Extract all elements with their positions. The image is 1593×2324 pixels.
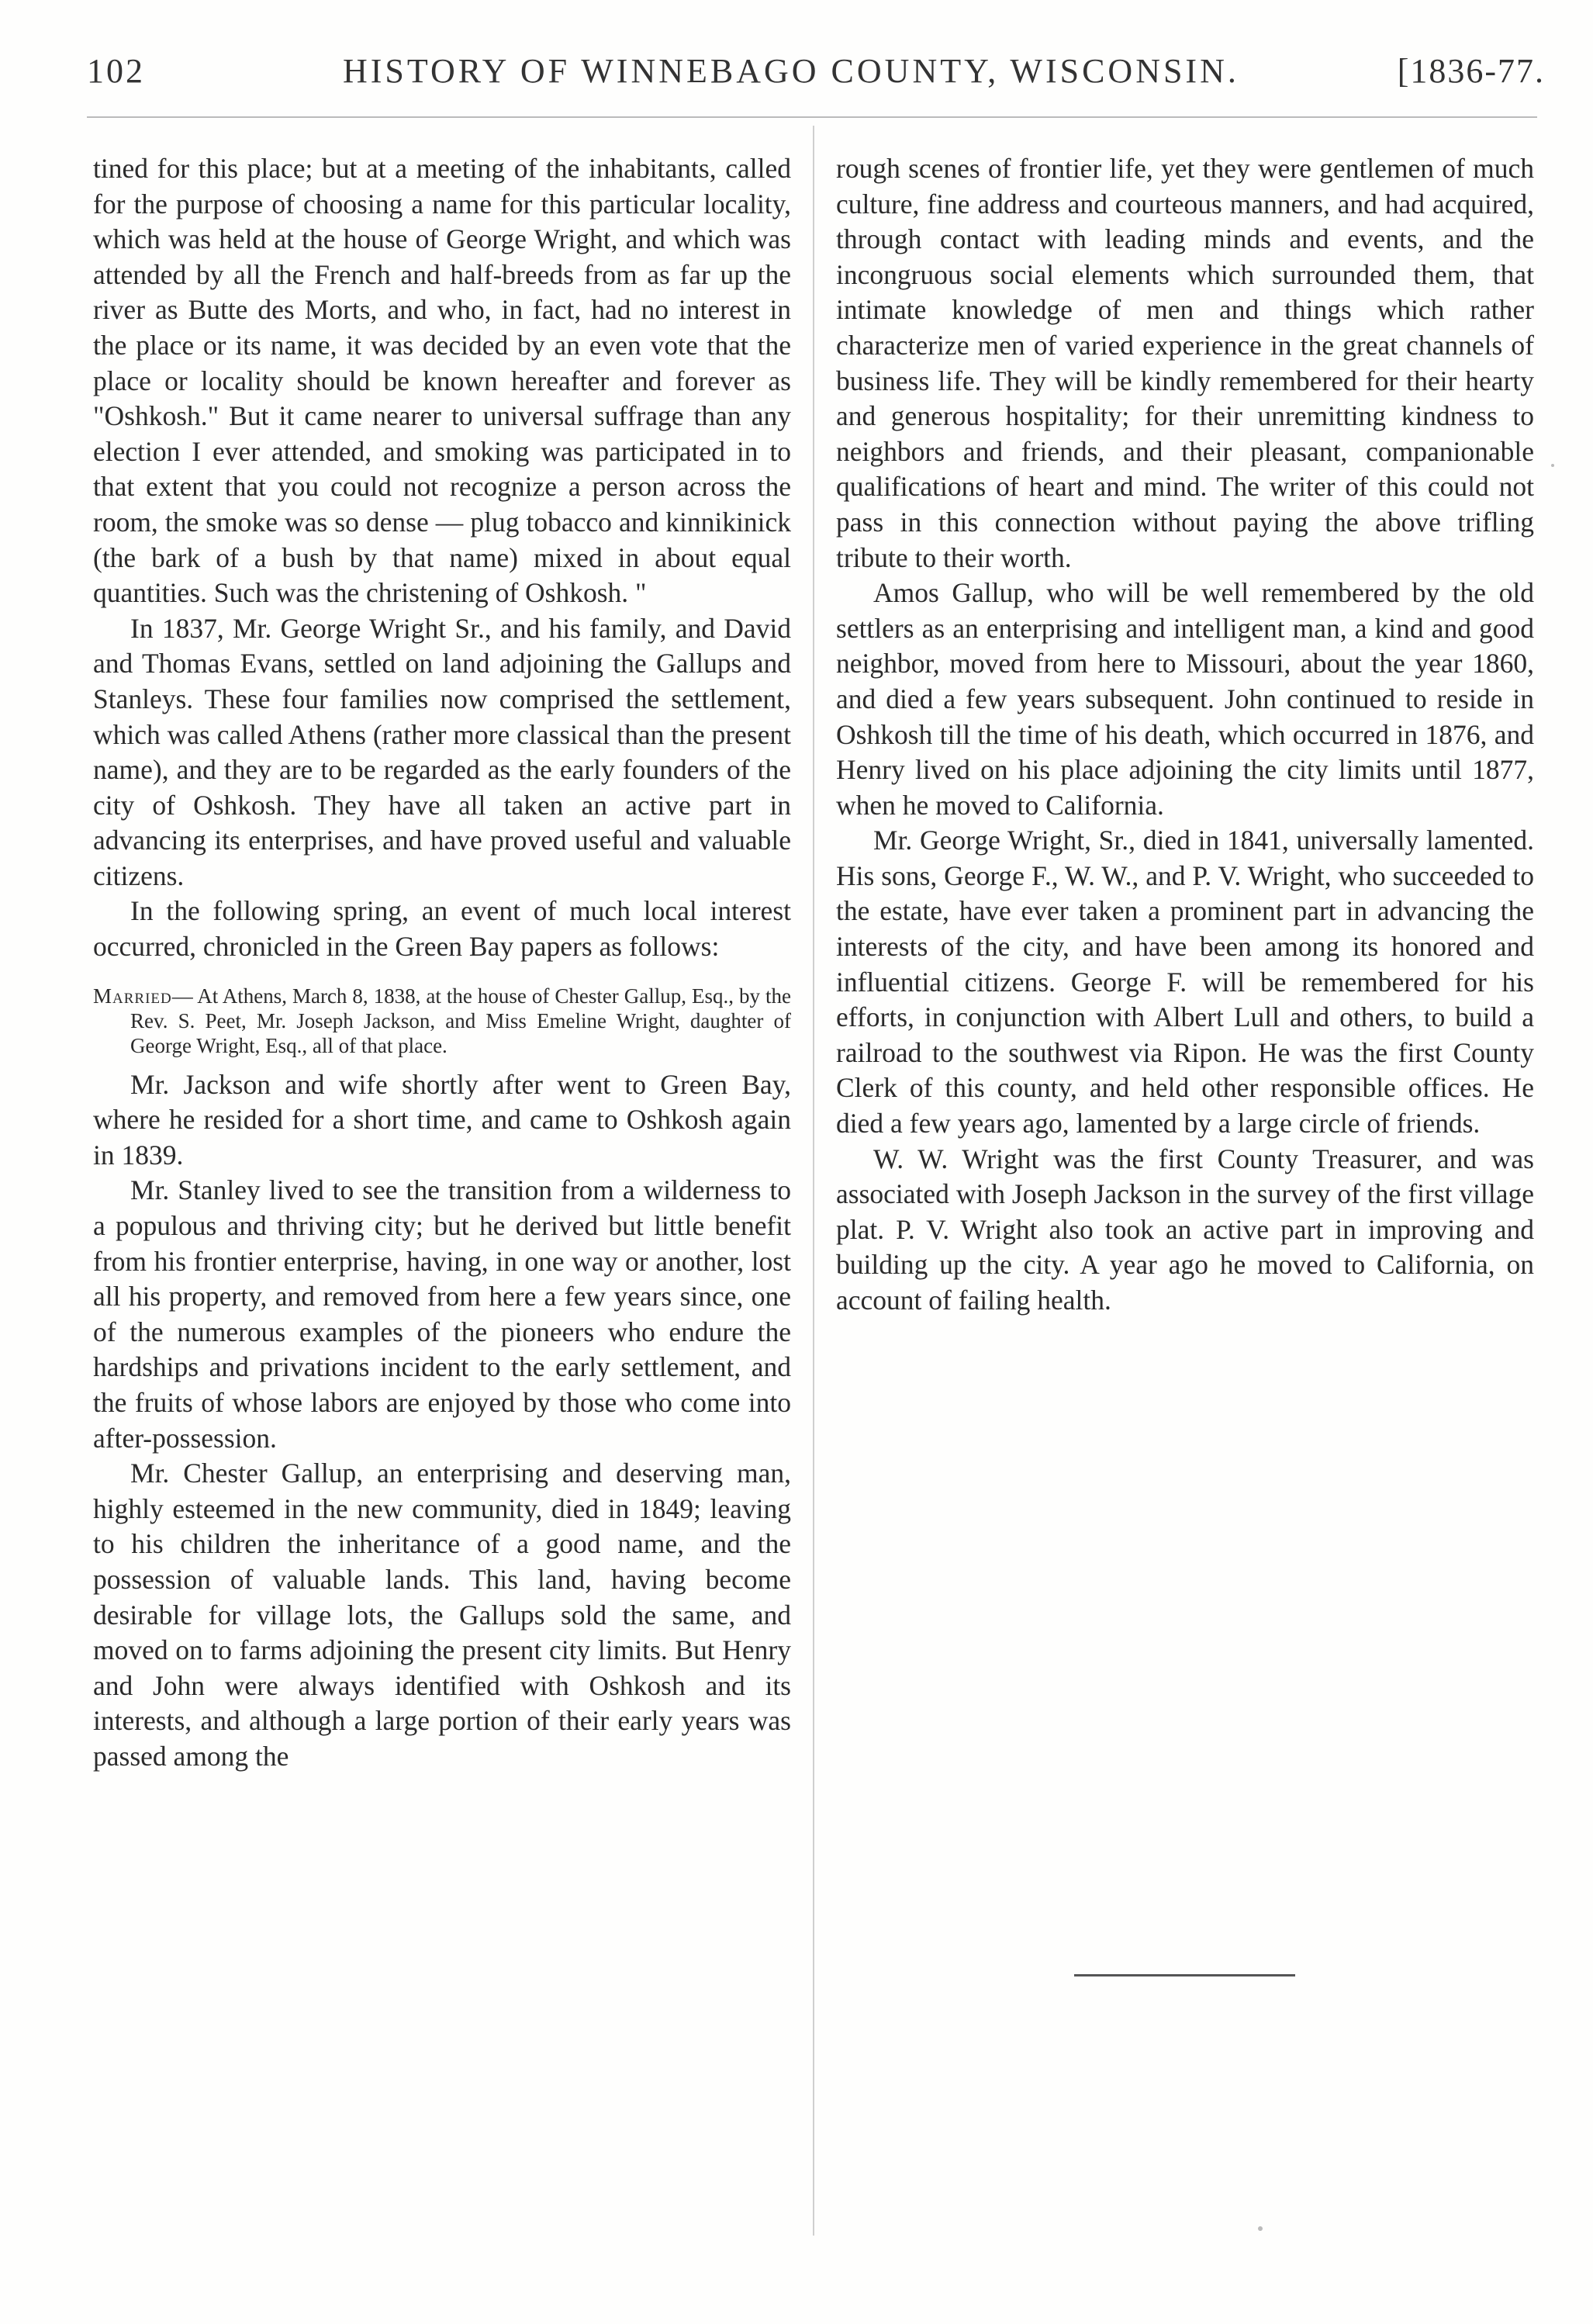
column-divider xyxy=(813,126,814,2236)
marriage-notice xyxy=(93,984,791,1058)
paragraph: In the following spring, an event of much local interest occurred, chronicled in the Green Bay papers as follows: xyxy=(93,895,791,963)
paragraph: Mr. Jackson and wife shortly after went to Green Bay, where he resided for a short time, and came to Oshkosh again in 1839. xyxy=(93,1068,791,1171)
header-rule xyxy=(87,116,1537,118)
paragraph: Mr. George Wright, Sr., died in 1841, universally lamented. His sons, George F., W. W., and P. V. Wright, who succeeded to the estate, have ever taken a prominent part in advancing the interests of the city, and have been among its honored and influential citizens. George F. will be remembered for his efforts, in conjunction with Albert Lull and others, to build a railroad to the southwest via Ripon. He was the first County Clerk of this county, and held other responsible offices. He died a few years ago, lamented by a large circle of friends. xyxy=(836,825,1534,1140)
right-column xyxy=(836,151,1534,1319)
paragraph: Amos Gallup, who will be well remembered by the old settlers as an enterprising and intelligent man, a kind and good neighbor, moved from here to Missouri, about the year 1860, and died a few years subsequent. John continued to reside in Oshkosh till the time of his death, which occurred in 1876, and Henry lived on his place adjoining the city limits until 1877, when he moved to California. xyxy=(836,577,1534,821)
date-range: [1836-77. xyxy=(1397,52,1545,90)
marriage-notice-lead: Married xyxy=(93,984,172,1008)
paragraph: Mr. Chester Gallup, an enterprising and deserving man, highly esteemed in the new community, died in 1849; leaving to his children the inheritance of a good name, and the possession of valuable lands. This land, having become desirable for village lots, the Gallups sold the same, and moved on to farms adjoining the present city limits. But Henry and John were always identified with Oshkosh and its interests, and although a large portion of their early years was passed among the xyxy=(93,1458,791,1772)
marriage-notice-text: — At Athens, March 8, 1838, at the house of Chester Gallup, Esq., by the Rev. S. Peet, Mr. Joseph Jackson, and Miss Emeline Wright, daughter of George Wright, Esq., all of that place. xyxy=(130,984,791,1057)
paragraph: In 1837, Mr. George Wright Sr., and his family, and David and Thomas Evans, settled on land adjoining the Gallups and Stanleys. These four families now comprised the settlement, which was called Athens (rather more classical than the present name), and they are to be regarded as the early founders of the city of Oshkosh. They have all taken an active part in advancing its enterprises, and have proved useful and valuable citizens. xyxy=(93,612,791,891)
section-end-rule xyxy=(1074,1974,1295,1976)
running-title: HISTORY OF WINNEBAGO COUNTY, WISCONSIN. xyxy=(343,52,1239,90)
paragraph: W. W. Wright was the first County Treasurer, and was associated with Joseph Jackson in the survey of the first village plat. P. V. Wright also took an active part in improving and building up the city. A year ago he moved to California, on account of failing health. xyxy=(836,1143,1534,1316)
paragraph: Mr. Stanley lived to see the transition from a wilderness to a populous and thriving city; but he derived but little benefit from his frontier enterprise, having, in one way or another, lost all his property, and removed from here a few years since, one of the numerous examples of the pioneers who endure the hardships and privations incident to the early settlement, and the fruits of whose labors are enjoyed by those who come into after-possession. xyxy=(93,1174,791,1454)
running-header xyxy=(87,51,1545,98)
paragraph: rough scenes of frontier life, yet they were gentlemen of much culture, fine address and courteous manners, and had acquired, through contact with leading minds and events, and the incongruous social elements which surrounded them, that intimate knowledge of men and things which rather characterize men of varied experience in the great channels of business life. They will be kindly remembered for their hearty and generous hospitality; for their unremitting kindness to neighbors and friends, and their pleasant, companionable qualifications of heart and mind. The writer of this could not pass in this connection without paying the above trifling tribute to their worth. xyxy=(836,153,1534,573)
paragraph: tined for this place; but at a meeting of the inhabitants, called for the purpose of choosing a name for this particular locality, which was held at the house of George Wright, and which was attended by all the French and half-breeds from as far up the river as Butte des Morts, and who, in fact, had no interest in the place or its name, it was decided by an even vote that the place or locality should be known hereafter and forever as "Oshkosh." But it came nearer to universal suffrage than any election I ever attended, and smoking was participated in to that extent that you could not recognize a person across the room, the smoke was so dense — plug tobacco and kinnikinick (the bark of a bush by that name) mixed in about equal quantities. Such was the christening of Oshkosh. " xyxy=(93,153,791,609)
paper-speck xyxy=(1258,2226,1263,2231)
paper-speck xyxy=(1551,464,1554,467)
page-number: 102 xyxy=(87,52,145,90)
left-column xyxy=(93,151,791,1775)
